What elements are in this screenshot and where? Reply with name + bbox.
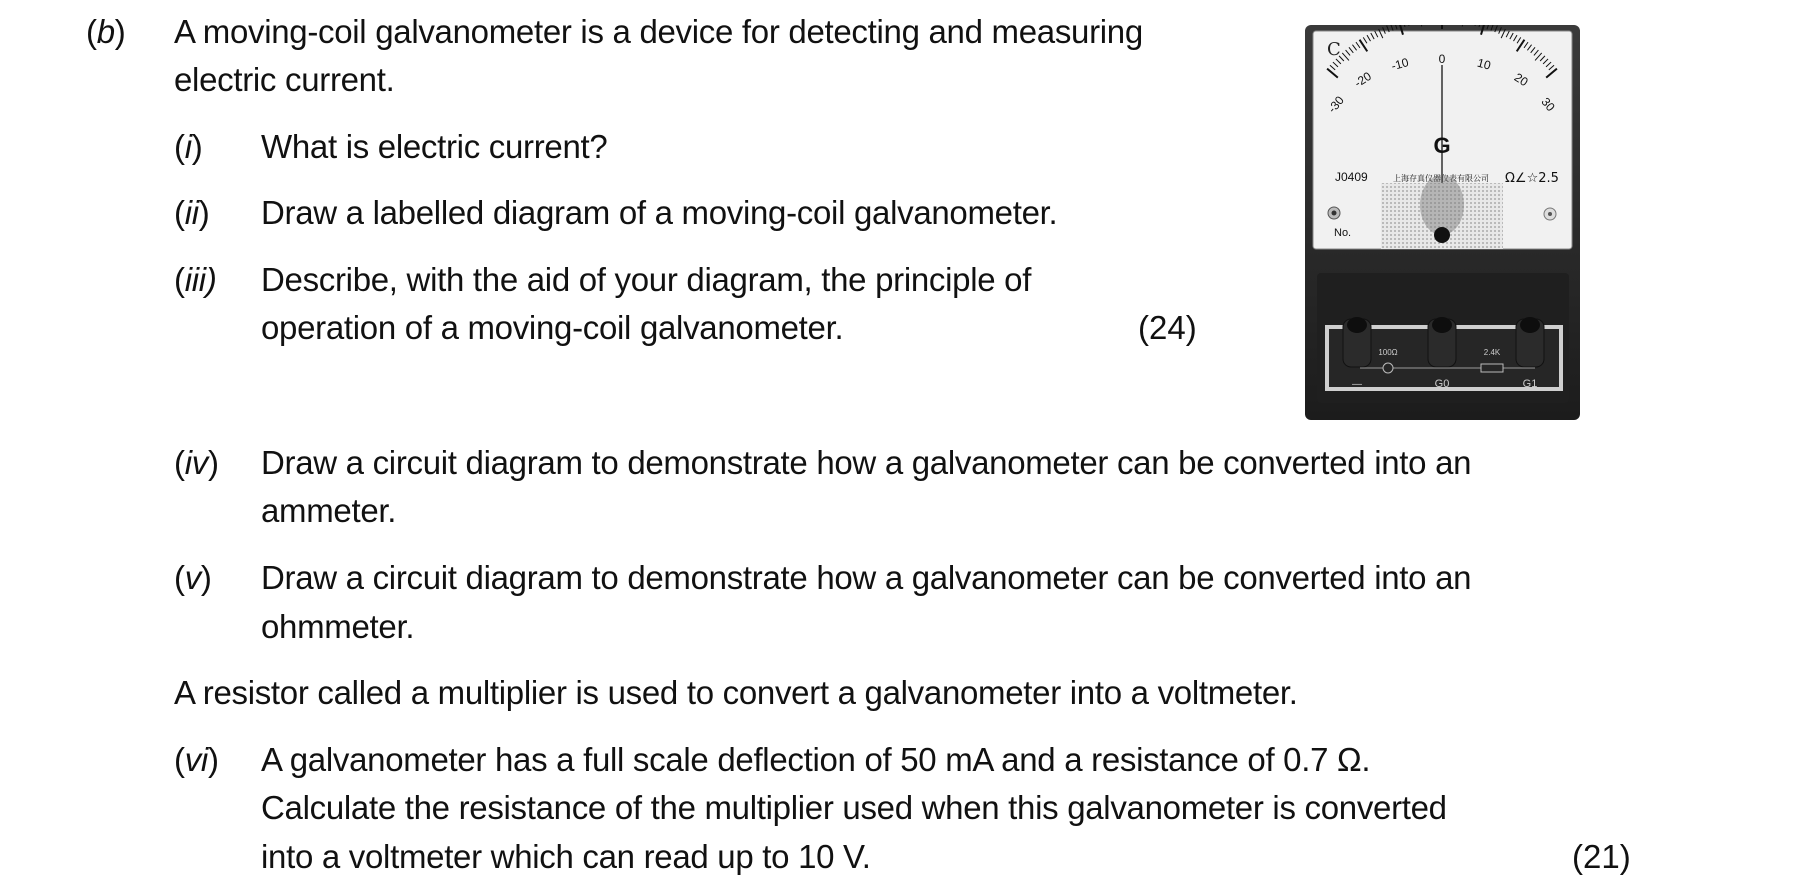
svg-text:No.: No.	[1334, 227, 1352, 239]
item-i-text: What is electric current?	[261, 128, 608, 165]
item-label-v: (v)	[174, 559, 212, 596]
item-label-ii: (ii)	[174, 194, 210, 231]
svg-text:G1: G1	[1522, 378, 1538, 390]
item-roman: iii	[184, 261, 206, 298]
multiplier-statement: A resistor called a multiplier is used to convert a galvanometer into a voltmeter.	[174, 674, 1298, 711]
item-v-text-1: Draw a circuit diagram to demonstrate how a galvanometer can be converted into an	[261, 559, 1472, 596]
svg-text:-20: -20	[1351, 69, 1374, 91]
item-iv-text-2: ammeter.	[261, 492, 397, 529]
item-v-text-2: ohmmeter.	[261, 608, 415, 645]
svg-text:J0409: J0409	[1335, 170, 1368, 184]
item-iii-text-1: Describe, with the aid of your diagram, the principle of	[261, 261, 1032, 298]
item-roman: i	[184, 128, 192, 165]
svg-text:G: G	[1433, 133, 1451, 158]
svg-text:20: 20	[1511, 70, 1531, 90]
item-roman: iv	[184, 444, 208, 481]
item-label-iii: (iii)	[174, 261, 217, 298]
svg-text:30: 30	[1538, 94, 1558, 115]
item-vi-text-2: Calculate the resistance of the multiplier used when this galvanometer is converted	[261, 789, 1447, 826]
svg-text:-10: -10	[1389, 55, 1411, 74]
item-iii-text-2: operation of a moving-coil galvanometer.	[261, 309, 844, 346]
item-iv-text-1: Draw a circuit diagram to demonstrate how a galvanometer can be converted into an	[261, 444, 1472, 481]
svg-text:Ω∠☆2.5: Ω∠☆2.5	[1505, 171, 1559, 186]
part-label: (b)	[86, 13, 126, 50]
item-roman: v	[184, 559, 201, 596]
svg-text:—: —	[1352, 379, 1362, 390]
item-vi-text-3: into a voltmeter which can read up to 10 V.	[261, 838, 871, 875]
item-label-vi: (vi)	[174, 741, 219, 778]
item-roman: vi	[184, 741, 208, 778]
intro-line-1: A moving-coil galvanometer is a device for detecting and measuring	[174, 13, 1143, 50]
intro-line-2: electric current.	[174, 61, 395, 98]
svg-text:上海存真仪器仪表有限公司: 上海存真仪器仪表有限公司	[1393, 174, 1489, 183]
svg-text:C: C	[1327, 39, 1341, 60]
svg-text:-30: -30	[1324, 93, 1347, 116]
part-letter: b	[96, 13, 115, 50]
svg-text:0: 0	[1438, 52, 1446, 66]
marks-21: (21)	[1572, 838, 1631, 875]
marks-24: (24)	[1138, 309, 1197, 346]
item-label-iv: (iv)	[174, 444, 219, 481]
svg-text:100Ω: 100Ω	[1378, 348, 1398, 357]
item-label-i: (i)	[174, 128, 203, 165]
svg-text:10: 10	[1475, 55, 1493, 73]
svg-text:2.4K: 2.4K	[1483, 348, 1501, 357]
item-vi-text-1: A galvanometer has a full scale deflection of 50 mA and a resistance of 0.7 Ω.	[261, 741, 1371, 778]
galvanometer-photo	[1305, 25, 1580, 420]
item-ii-text: Draw a labelled diagram of a moving-coil galvanometer.	[261, 194, 1058, 231]
item-roman: ii	[184, 194, 199, 231]
svg-text:G0: G0	[1434, 378, 1450, 390]
